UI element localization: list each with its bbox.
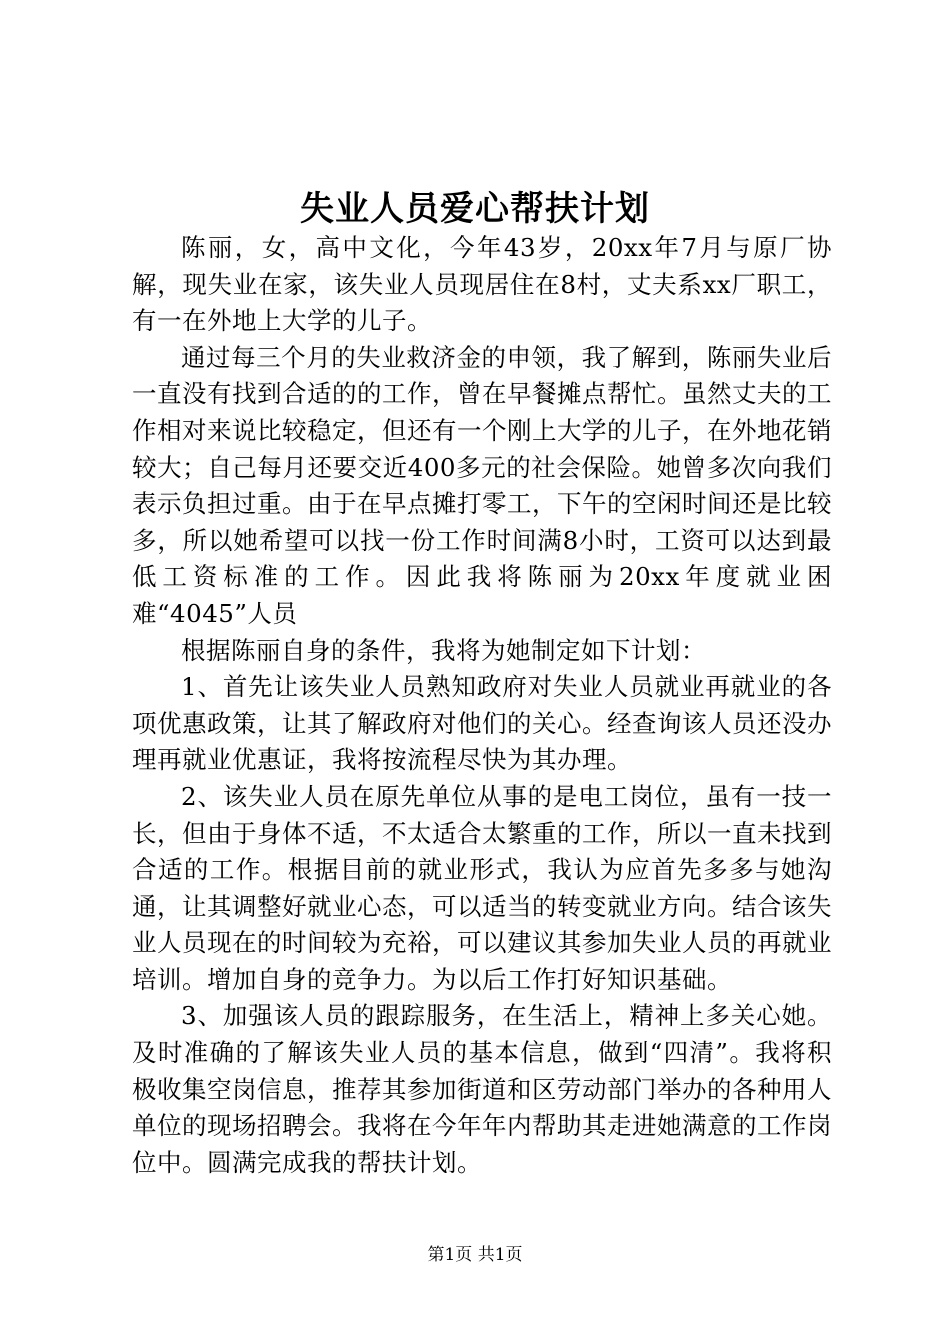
paragraph-profile: 陈丽，女，高中文化，今年43岁，20xx年7月与原厂协解，现失业在家，该失业人员现居住在8村，丈夫系xx厂职工，有一在外地上大学的儿子。 xyxy=(132,233,832,336)
document-body xyxy=(132,230,832,1181)
paragraph-plan-item-2: 2、该失业人员在原先单位从事的是电工岗位，虽有一技一长，但由于身体不适，不太适合太繁重的工作，所以一直未找到合适的工作。根据目前的就业形式，我认为应首先多多与她沟通，让其调整好就业心态，可以适当的转变就业方向。结合该失业人员现在的时间较为充裕，可以建议其参加失业人员的再就业培训。增加自身的竞争力。为以后工作打好知识基础。 xyxy=(132,781,832,994)
paragraph-plan-item-1: 1、首先让该失业人员熟知政府对失业人员就业再就业的各项优惠政策，让其了解政府对他们的关心。经查询该人员还没办理再就业优惠证，我将按流程尽快为其办理。 xyxy=(132,672,832,775)
paragraph-plan-item-3: 3、加强该人员的跟踪服务，在生活上，精神上多关心她。及时准确的了解该失业人员的基本信息，做到“四清”。我将积极收集空岗信息，推荐其参加街道和区劳动部门举办的各种用人单位的现场招聘会。我将在今年年内帮助其走进她满意的工作岗位中。圆满完成我的帮扶计划。 xyxy=(132,1001,832,1177)
paragraph-situation: 通过每三个月的失业救济金的申领，我了解到，陈丽失业后一直没有找到合适的的工作，曾在早餐摊点帮忙。虽然丈夫的工作相对来说比较稳定，但还有一个刚上大学的儿子，在外地花销较大；自己每月还要交近400多元的社会保险。她曾多次向我们表示负担过重。由于在早点摊打零工，下午的空闲时间还是比较多，所以她希望可以找一份工作时间满8小时，工资可以达到最低工资标准的工作。因此我将陈丽为20xx年度就业困难“4045”人员 xyxy=(132,342,832,628)
paragraph-plan-intro: 根据陈丽自身的条件，我将为她制定如下计划： xyxy=(181,635,706,665)
document-title: 失业人员爱心帮扶计划 xyxy=(300,189,650,229)
page-number-footer: 第1页 共1页 xyxy=(427,1245,523,1265)
